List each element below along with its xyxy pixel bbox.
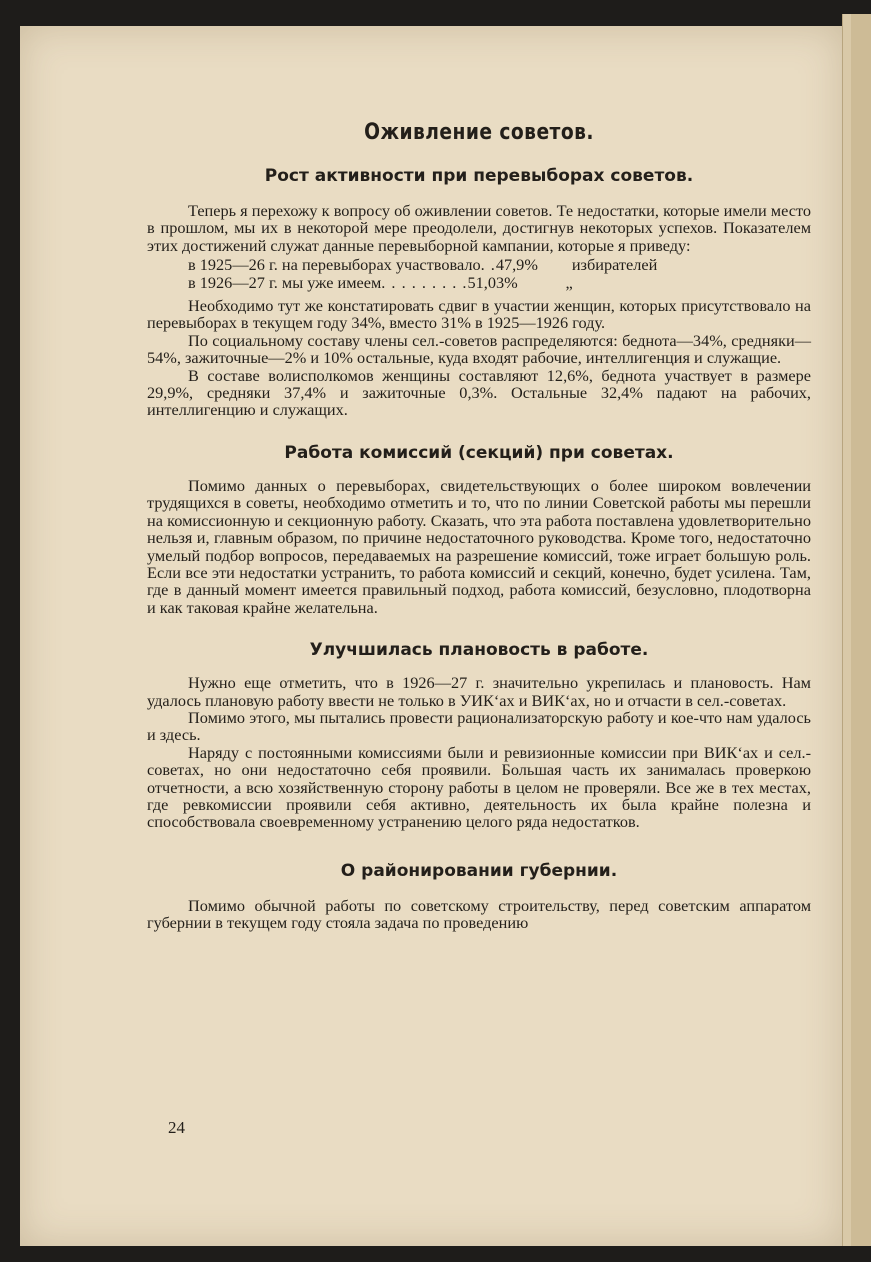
paragraph: В составе волисполкомов женщины составляют 12,6%, беднота участвует в размере 29,9%, средняки 37,4% и зажиточные 0,3%. Остальные 32,4% падают на рабочих, интеллигенцию и служащих.	[147, 365, 811, 420]
section-heading-commissions: Работа комиссий (секций) при советах.	[284, 442, 674, 463]
section-heading-planning: Улучшилась плановость в работе.	[309, 640, 649, 661]
paragraph: Помимо обычной работы по советскому строительству, перед советским аппаратом губернии в текущем году стояла задача по проведению	[147, 895, 811, 933]
paragraph: По социальному составу члены сел.-советов распределяются: беднота—34%, средняки—54%, зажиточные—2% и 10% остальные, куда входят рабочие, интеллигенция и служащие.	[147, 330, 811, 368]
data-line-label: в 1925—26 г. на перевыборах участвовало	[188, 255, 481, 275]
leader-dots: . .	[480, 255, 496, 275]
section-heading-activity: Рост активности при перевыборах советов.	[264, 166, 694, 186]
page-number: 24	[168, 1118, 185, 1137]
data-line-unit: избирателей	[571, 255, 658, 275]
paragraph: Необходимо тут же констатировать сдвиг в участии женщин, которых присутствовало на перевыборах в текущем году 34%, вместо 31% в 1925—1926 году.	[147, 296, 811, 333]
leader-dots: . . . . . . . . .	[381, 272, 468, 292]
page-edge-strip	[851, 14, 871, 1246]
data-line-value: 51,03%	[467, 272, 518, 292]
paragraph: Теперь я перехожу к вопросу об оживлении советов. Те недостатки, которые имели место в прошлом, мы их в некоторой мере преодолели, достигнув некоторых успехов. Показателем этих достижений служат данные перевыборной кампании, которые я приведу:	[147, 201, 811, 255]
next-page-edge	[842, 14, 871, 1246]
data-line-unit: „	[565, 272, 573, 292]
paragraph: Нужно еще отметить, что в 1926—27 г. значительно укрепилась и плановость. Нам удалось плановую работу ввести не только в УИК‘ах и ВИК‘ах, но и отчасти в сел.-советах.	[147, 673, 811, 710]
page-content	[147, 118, 811, 932]
section-heading-regionalization: О районировании губернии.	[340, 860, 618, 881]
page-title: Оживление советов.	[364, 120, 594, 145]
paragraph: Помимо данных о перевыборах, свидетельствующих о более широком вовлечении трудящихся в советы, необходимо отметить и то, что по линии Советской работы мы перешли на комиссионную и секционную работу. Сказать, что эта работа поставлена удовлетворительно нельзя и, главным образом, по причине недостаточного руководства. Кроме того, недостаточно умелый подбор вопросов, передаваемых на разрешение комиссий, тоже играет большую роль. Если все эти недостатки устранить, то работа комиссий и секций, конечно, будет усилена. Там, где в данный момент имеется правильный подход, работа комиссий, безусловно, плодотворна и как таковая крайне желательна.	[147, 475, 811, 617]
data-line-1926	[188, 274, 811, 291]
paragraph: Наряду с постоянными комиссиями были и ревизионные комиссии при ВИК‘ах и сел.-советах, но они недостаточно себя проявили. Большая часть их занималась проверкою отчетности, а всю хозяйственную сторону работы в целом не проверяли. Все же в тех местах, где ревкомиссии проявили себя активно, деятельность их была крайне полезна и способствовала своевременному устранению целого ряда недостатков.	[147, 742, 811, 832]
paragraph: Помимо этого, мы пытались провести рационализаторскую работу и кое-что нам удалось и здесь.	[147, 707, 811, 745]
data-line-value: 47,9%	[495, 255, 538, 275]
data-line-1925	[188, 256, 811, 273]
data-line-label: в 1926—27 г. мы уже имеем	[188, 272, 382, 292]
